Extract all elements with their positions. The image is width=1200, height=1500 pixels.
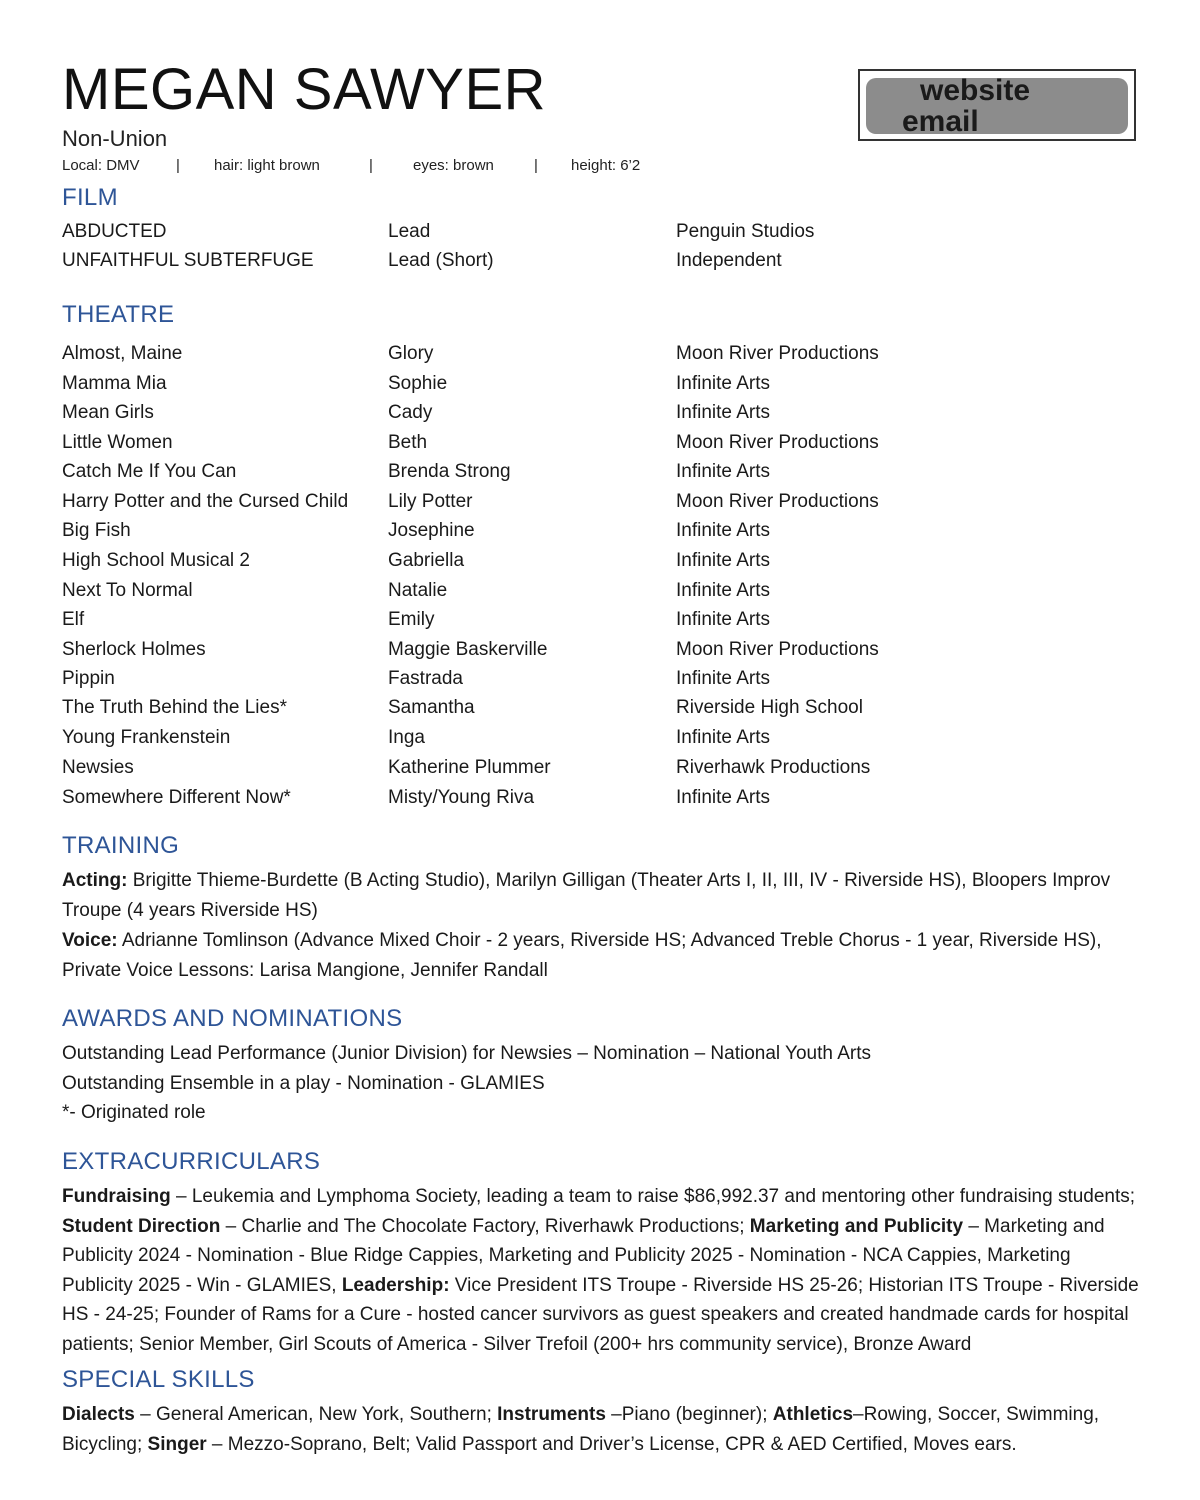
credit-title: Newsies [62,757,134,778]
credit-title: Pippin [62,668,115,689]
height-stat: height: 6’2 [571,157,641,174]
credit-company: Riverhawk Productions [676,757,871,778]
theatre-row [0,757,1200,787]
credit-role: Lily Potter [388,491,473,512]
credit-title: UNFAITHFUL SUBTERFUGE [62,250,314,271]
leadership-text: Vice President ITS Troupe - Riverside HS 25-26; Historian ITS Troupe - Riverside HS - 24-25; Founder of Rams for a Cure - hosted cancer survivors as guest speakers and created handmade cards for hospital patients; Senior Member, Girl Scouts of America - Silver Trefoil (200+ hrs community service), Bronze Award [62,1274,1139,1355]
credit-company: Infinite Arts [676,609,770,630]
award-note: *- Originated role [62,1102,206,1123]
skills-heading: SPECIAL SKILLS [62,1366,255,1393]
award-item: Outstanding Ensemble in a play - Nomination - GLAMIES [62,1072,545,1094]
credit-title: Somewhere Different Now* [62,787,291,808]
credit-title: Sherlock Holmes [62,639,206,660]
dialects-text: – General American, New York, Southern; [134,1404,498,1425]
film-heading: FILM [62,184,118,211]
credit-company: Infinite Arts [676,550,770,571]
credit-company: Moon River Productions [676,491,879,512]
theatre-row [0,402,1200,432]
singer-label: Singer [147,1433,207,1455]
instruments-text: –Piano (beginner); [605,1404,773,1425]
credit-company: Infinite Arts [676,520,770,541]
credit-title: Elf [62,609,85,630]
theatre-row [0,697,1200,727]
extracurriculars-heading: EXTRACURRICULARS [62,1148,321,1175]
voice-label: Voice: [62,930,118,951]
acting-label: Acting: [62,870,128,891]
acting-text: Brigitte Thieme-Burdette (B Acting Studio), Marilyn Gilligan (Theater Arts I, II, III, IV - Riverside HS), Bloopers Improv Troupe (4 years Riverside HS) [62,870,1111,921]
eyes-stat: eyes: brown [413,157,494,174]
fundraising-text: – Leukemia and Lymphoma Society, leading a team to raise $86,992.37 and mentoring other fundraising students; [170,1186,1136,1207]
marketing-text: – Marketing and Publicity 2024 - Nomination - Blue Ridge Cappies, Marketing and Publicity 2025 - Nomination - NCA Cappies, Marketing Publicity 2025 - Win - GLAMIES, [62,1215,1105,1296]
hair-stat: hair: light brown [214,157,320,174]
credit-role: Brenda Strong [388,461,511,482]
theatre-row [0,639,1200,669]
credit-title: High School Musical 2 [62,550,250,571]
credit-role: Josephine [388,520,475,541]
theatre-row [0,461,1200,491]
credit-company: Moon River Productions [676,343,879,364]
credit-company: Infinite Arts [676,668,770,689]
credit-role: Gabriella [388,550,465,571]
credit-company: Infinite Arts [676,787,770,808]
credit-role: Beth [388,432,428,453]
union-status: Non-Union [62,126,168,151]
credit-company: Infinite Arts [676,461,770,482]
theatre-row [0,580,1200,610]
contact-box [858,69,1136,141]
credit-title: Mean Girls [62,402,154,423]
credit-company: Infinite Arts [676,580,770,601]
credit-company: Penguin Studios [676,221,815,242]
singer-text: – Mezzo-Soprano, Belt; Valid Passport and Driver’s License, CPR & AED Certified, Moves ears. [206,1433,1017,1455]
credit-role: Natalie [388,580,448,601]
instruments-label: Instruments [497,1404,606,1425]
film-row [0,221,1200,251]
marketing-label: Marketing and Publicity [749,1215,964,1237]
theatre-row [0,550,1200,580]
theatre-row [0,787,1200,817]
website-link[interactable]: website [920,74,1031,107]
theatre-row [0,343,1200,373]
credit-company: Moon River Productions [676,432,879,453]
credit-title: Next To Normal [62,580,193,601]
acting-training [62,866,1142,925]
theatre-row [0,373,1200,403]
fundraising-label: Fundraising [62,1186,171,1207]
extracurriculars-text [62,1182,1142,1359]
credit-title: Almost, Maine [62,343,183,364]
credit-title: Big Fish [62,520,131,541]
athletics-text: –Rowing, Soccer, Swimming, Bicycling; [62,1404,1100,1455]
stat-separator: | [176,157,180,174]
theatre-row [0,727,1200,757]
credit-title: ABDUCTED [62,221,167,242]
credit-role: Inga [388,727,425,748]
credit-role: Cady [388,402,433,423]
credit-title: Harry Potter and the Cursed Child [62,491,349,512]
credit-role: Katherine Plummer [388,757,551,778]
awards-list [62,1039,871,1128]
theatre-row [0,668,1200,698]
credit-title: The Truth Behind the Lies* [62,697,287,718]
credit-company: Infinite Arts [676,373,770,394]
stat-separator: | [369,157,373,174]
theatre-row [0,491,1200,521]
credit-role: Glory [388,343,434,364]
training-heading: TRAINING [62,832,180,859]
theatre-row [0,520,1200,550]
credit-role: Lead (Short) [388,250,494,271]
credit-role: Sophie [388,373,448,394]
credit-title: Catch Me If You Can [62,461,237,482]
resume-name: MEGAN SAWYER [62,57,547,122]
credit-role: Emily [388,609,435,630]
dialects-label: Dialects [62,1404,135,1425]
credit-company: Infinite Arts [676,402,770,423]
film-row [0,250,1200,280]
credit-title: Little Women [62,432,173,453]
athletics-label: Athletics [772,1404,854,1425]
credit-role: Misty/Young Riva [388,787,535,808]
credit-role: Samantha [388,697,475,718]
credit-company: Independent [676,250,782,271]
credit-role: Lead [388,221,431,242]
voice-training [62,926,1142,985]
credit-role: Maggie Baskerville [388,639,548,660]
direction-label: Student Direction [62,1215,221,1237]
credit-company: Moon River Productions [676,639,879,660]
credit-role: Fastrada [388,668,463,689]
skills-text [62,1400,1142,1459]
stat-separator: | [534,157,538,174]
theatre-row [0,609,1200,639]
theatre-row [0,432,1200,462]
award-item: Outstanding Lead Performance (Junior Division) for Newsies – Nomination – National Youth Arts [62,1043,871,1064]
credit-company: Riverside High School [676,697,863,718]
leadership-label: Leadership: [341,1274,450,1296]
awards-heading: AWARDS AND NOMINATIONS [62,1005,403,1032]
email-link[interactable]: email [902,105,979,138]
theatre-heading: THEATRE [62,301,175,328]
direction-text: – Charlie and The Chocolate Factory, Riverhawk Productions; [220,1215,750,1237]
credit-title: Mamma Mia [62,373,167,394]
voice-text: Adrianne Tomlinson (Advance Mixed Choir - 2 years, Riverside HS; Advanced Treble Chorus - 1 year, Riverside HS), Private Voice Lessons: Larisa Mangione, Jennifer Randall [62,930,1102,981]
credit-company: Infinite Arts [676,727,770,748]
credit-title: Young Frankenstein [62,727,231,748]
local-stat: Local: DMV [62,157,140,174]
